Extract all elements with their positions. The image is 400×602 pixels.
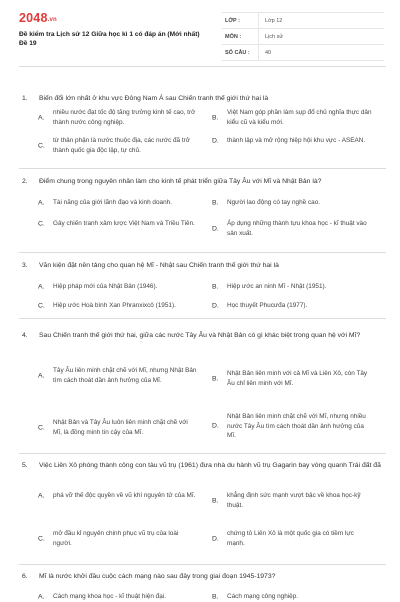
option-letter: B. [212,593,219,600]
option-c[interactable] [38,219,198,229]
question-stem [22,261,381,271]
option-letter: D. [212,137,219,144]
meta-row-subject [222,29,384,45]
option-letter: D. [212,224,219,232]
option-b[interactable] [212,198,372,208]
option-text: mở đầu kỉ nguyên chinh phục vũ trụ của loài người. [53,530,179,547]
meta-value: Lớp 12 [265,17,283,24]
option-d[interactable] [212,301,372,311]
question-text: Việc Liên Xô phóng thành công con tàu vũ trụ (1961) đưa nhà du hành vũ trụ Gagarin bay vòng quanh Trái đất đã [39,462,381,469]
option-letter: B. [212,283,219,290]
option-text: Việt Nam góp phần làm sụp đổ chủ nghĩa thực dân kiểu cũ và kiểu mới. [227,109,372,126]
option-b[interactable] [212,108,372,127]
meta-label: LỚP : [222,13,259,28]
logo-suffix: .vn [47,17,57,23]
question-text: Sau Chiến tranh thế giới thứ hai, giữa các nước Tây Âu và Nhật Bản có gì khác biệt trong quan hệ với Mĩ? [39,332,361,339]
option-letter: C. [38,141,45,149]
question-divider [19,318,386,319]
question-stem [22,461,381,471]
option-letter: B. [212,496,219,504]
question-stem [22,331,381,341]
option-a[interactable] [38,108,198,127]
option-letter: B. [212,199,219,206]
meta-table [222,12,384,61]
option-letter: A. [38,283,45,290]
meta-value: 40 [265,49,272,56]
question-divider [19,564,386,565]
question-number: 4. [22,332,28,339]
meta-value: Lịch sử [265,33,284,40]
title-line-2: Đề 19 [19,40,37,47]
question-text: Điểm chung trong nguyên nhân làm cho kinh tế phát triển giữa Tây Âu với Mĩ và Nhật Bản là? [39,178,322,185]
meta-row-class [222,12,384,29]
option-letter: C. [38,302,45,309]
option-letter: B. [212,374,219,382]
question-text: Biến đổi lớn nhất ở khu vực Đông Nam Á sau Chiến tranh thế giới thứ hai là [39,95,269,102]
page-title [19,30,219,48]
option-c[interactable] [38,301,198,311]
question-stem [22,572,381,582]
option-text: Áp dụng những thành tựu khoa học - kĩ thuật vào sản xuất. [227,220,367,237]
option-letter: A. [38,371,45,379]
option-letter: C. [38,423,45,431]
meta-label: MÔN : [222,29,259,44]
option-text: Nhật Bản liên minh chặt chẽ với Mĩ, nhưng nhiều nước Tây Âu tìm cách thoát dần ảnh hưởng của Mĩ. [227,413,366,439]
option-letter: A. [38,593,45,600]
question-number: 5. [22,462,28,469]
option-text: Học thuyết Phucưđa (1977). [227,302,308,309]
option-letter: D. [212,302,219,309]
question-number: 1. [22,95,28,102]
logo-text: 2048 [19,11,48,25]
option-d[interactable] [212,136,372,146]
option-a[interactable] [38,491,198,501]
option-text: khẳng định sức mạnh vượt bậc về khoa học-kỹ thuật. [227,492,361,509]
question-number: 2. [22,178,28,185]
option-d[interactable] [212,412,372,441]
option-b[interactable] [212,369,372,388]
meta-label: SỐ CÂU : [222,45,259,60]
option-text: Cách mạng khoa học - kĩ thuật hiện đại. [53,593,166,600]
option-text: Nhật Bản liên minh với cả Mĩ và Liên Xô, còn Tây Âu chỉ liên minh với Mĩ. [227,370,368,387]
option-letter: A. [38,492,45,499]
option-text: Hiệp ước Hoà bình Xan Phranxixcô (1951). [53,302,176,309]
option-b[interactable] [212,491,372,510]
option-text: Gây chiến tranh xâm lược Việt Nam và Triều Tiên. [53,220,195,227]
question-divider [19,252,386,253]
option-b[interactable] [212,592,372,602]
question-stem [22,94,381,104]
meta-row-count [222,45,384,61]
option-a[interactable] [38,366,198,385]
question-number: 6. [22,573,28,580]
question-text: Văn kiện đặt nền tảng cho quan hệ Mĩ - Nhật sau Chiến tranh thế giới thứ hai là [39,262,279,269]
option-text: phá vỡ thế độc quyền về vũ khí nguyên tử của Mĩ. [53,492,196,499]
question-stem [22,177,381,187]
option-letter: C. [38,534,45,542]
option-text: nhiều nước đạt tốc độ tăng trưởng kinh tế cao, trở thành nước công nghiệp. [53,109,196,126]
option-c[interactable] [38,529,198,548]
document-header [0,0,400,62]
option-a[interactable] [38,592,198,602]
option-text: Nhật Bản và Tây Âu luôn liên minh chặt chẽ với Mĩ, là đồng minh tin cậy của Mĩ. [53,419,188,436]
option-text: Hiệp pháp mới của Nhật Bản (1946). [53,283,158,290]
question-number: 3. [22,262,28,269]
option-text: Tây Âu liên minh chặt chẽ với Mĩ, nhưng Nhật Bản tìm cách thoát dần ảnh hưởng của Mĩ. [53,367,197,384]
option-text: từ thân phận là nước thuộc địa, các nước đã trở thành quốc gia độc lập, tự chủ. [53,137,190,154]
header-divider [19,66,386,67]
option-letter: C. [38,220,45,227]
option-text: Người lao động có tay nghề cao. [227,199,321,206]
option-a[interactable] [38,198,198,208]
option-letter: A. [38,113,45,121]
option-text: Tài năng của giới lãnh đạo và kinh doanh. [53,199,172,206]
question-text: Mĩ là nước khởi đầu cuộc cách mạng nào sau đây trong giai đoạn 1945-1973? [39,573,276,580]
option-text: Cách mạng công nghiệp. [227,593,299,600]
question-divider [19,168,386,169]
option-a[interactable] [38,282,198,292]
question-divider [19,453,386,454]
option-text: thành lập và mở rộng hiệp hội khu vực - ASEAN. [227,137,366,144]
option-d[interactable] [212,219,372,238]
option-text: Hiệp ước an ninh Mĩ - Nhật (1951). [227,283,327,290]
option-text: chứng tỏ Liên Xô là một quốc gia có tiềm lực mạnh. [227,530,354,547]
title-line-1: Đề kiểm tra Lịch sử 12 Giữa học kì 1 có đáp án (Mới nhất) [19,31,200,38]
option-letter: A. [38,199,45,206]
option-letter: D. [212,422,219,430]
option-letter: B. [212,113,219,121]
option-d[interactable] [212,529,372,548]
option-c[interactable] [38,418,198,437]
option-letter: D. [212,534,219,542]
option-c[interactable] [38,136,198,155]
site-logo[interactable] [19,11,57,25]
option-b[interactable] [212,282,372,292]
